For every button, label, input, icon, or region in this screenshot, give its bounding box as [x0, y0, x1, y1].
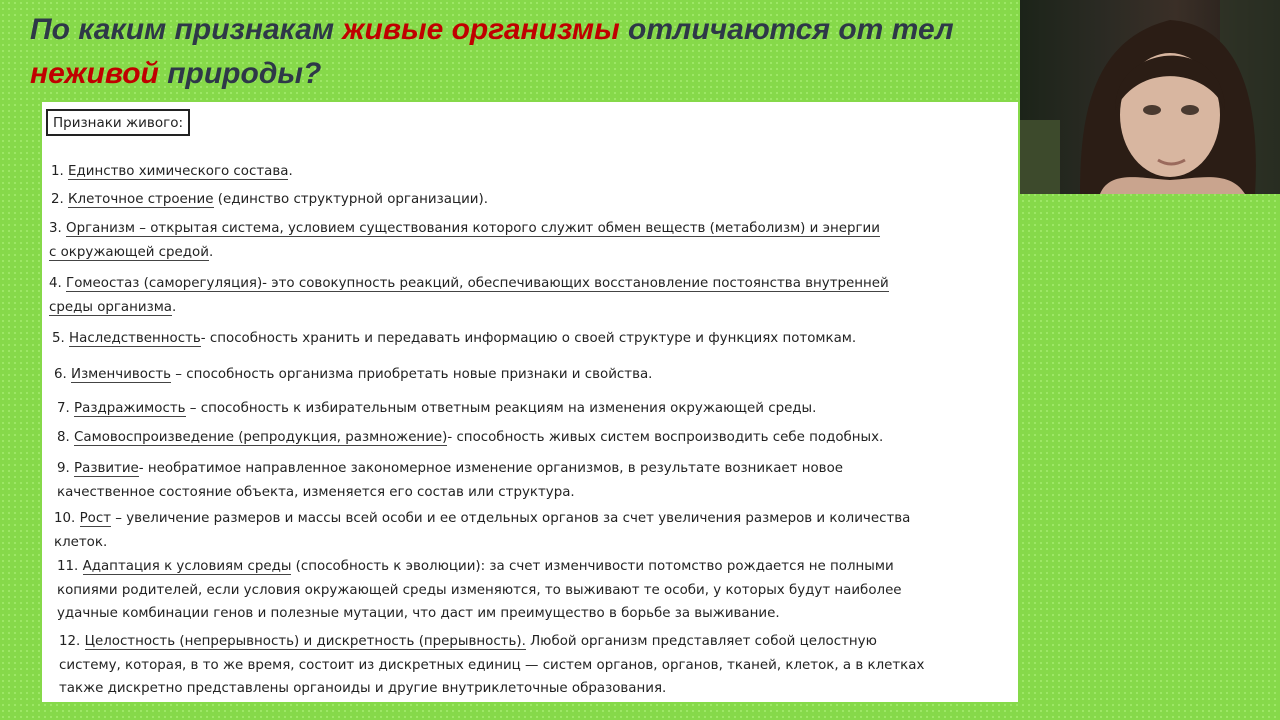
title-line-2: неживой природы? — [30, 57, 322, 90]
box-title: Признаки живого: — [46, 109, 190, 136]
list-item: 6. Изменчивость – способность организма приобретать новые признаки и свойства. — [54, 367, 653, 382]
presenter-silhouette — [1020, 0, 1280, 194]
list-item: 1. Единство химического состава. — [51, 164, 293, 179]
list-item: 2. Клеточное строение (единство структурной организации). — [51, 192, 488, 207]
title-line-1: По каким признакам живые организмы отличаются от тел — [30, 13, 954, 46]
list-item: 9. Развитие- необратимое направленное закономерное изменение организмов, в результате возникает новое качественное состояние объекта, изменяется его состав или структура. — [57, 461, 843, 500]
list-item: 3. Организм – открытая система, условием существования которого служит обмен веществ (метаболизм) и энергии с окружающей средой. — [49, 221, 880, 260]
list-item: 12. Целостность (непрерывность) и дискретность (прерывность). Любой организм представляет собой целостную систему, которая, в то же время, состоит из дискретных единиц — систем органов, органов, тканей, клеток, а в клетках также дискретно представлены органоиды и другие внутриклеточные образования. — [59, 634, 925, 696]
list-item: 8. Самовоспроизведение (репродукция, размножение)- способность живых систем воспроизводить себе подобных. — [57, 430, 884, 445]
list-item: 11. Адаптация к условиям среды (способность к эволюции): за счет изменчивости потомство рождается не полными копиями родителей, если условия окружающей среды изменяются, то выживают те особи, у которых будут наиболее удачные комбинации генов и полезные мутации, что даст им преимущество в борьбе за выживание. — [57, 559, 902, 621]
list-item: 4. Гомеостаз (саморегуляция)- это совокупность реакций, обеспечивающих восстановление постоянства внутренней среды организма. — [49, 276, 889, 315]
title-highlight-living: живые организмы — [342, 13, 620, 46]
list-item: 10. Рост – увеличение размеров и массы всей особи и ее отдельных органов за счет увеличения размеров и количества клеток. — [54, 511, 911, 550]
list-item: 5. Наследственность- способность хранить и передавать информацию о своей структуре и функциях потомкам. — [52, 331, 857, 346]
document-image — [42, 102, 1018, 702]
title-highlight-nonliving: неживой — [30, 57, 159, 90]
webcam-video — [1020, 0, 1280, 194]
list-item: 7. Раздражимость – способность к избирательным ответным реакциям на изменения окружающей среды. — [57, 401, 817, 416]
slide-title — [30, 8, 1020, 100]
